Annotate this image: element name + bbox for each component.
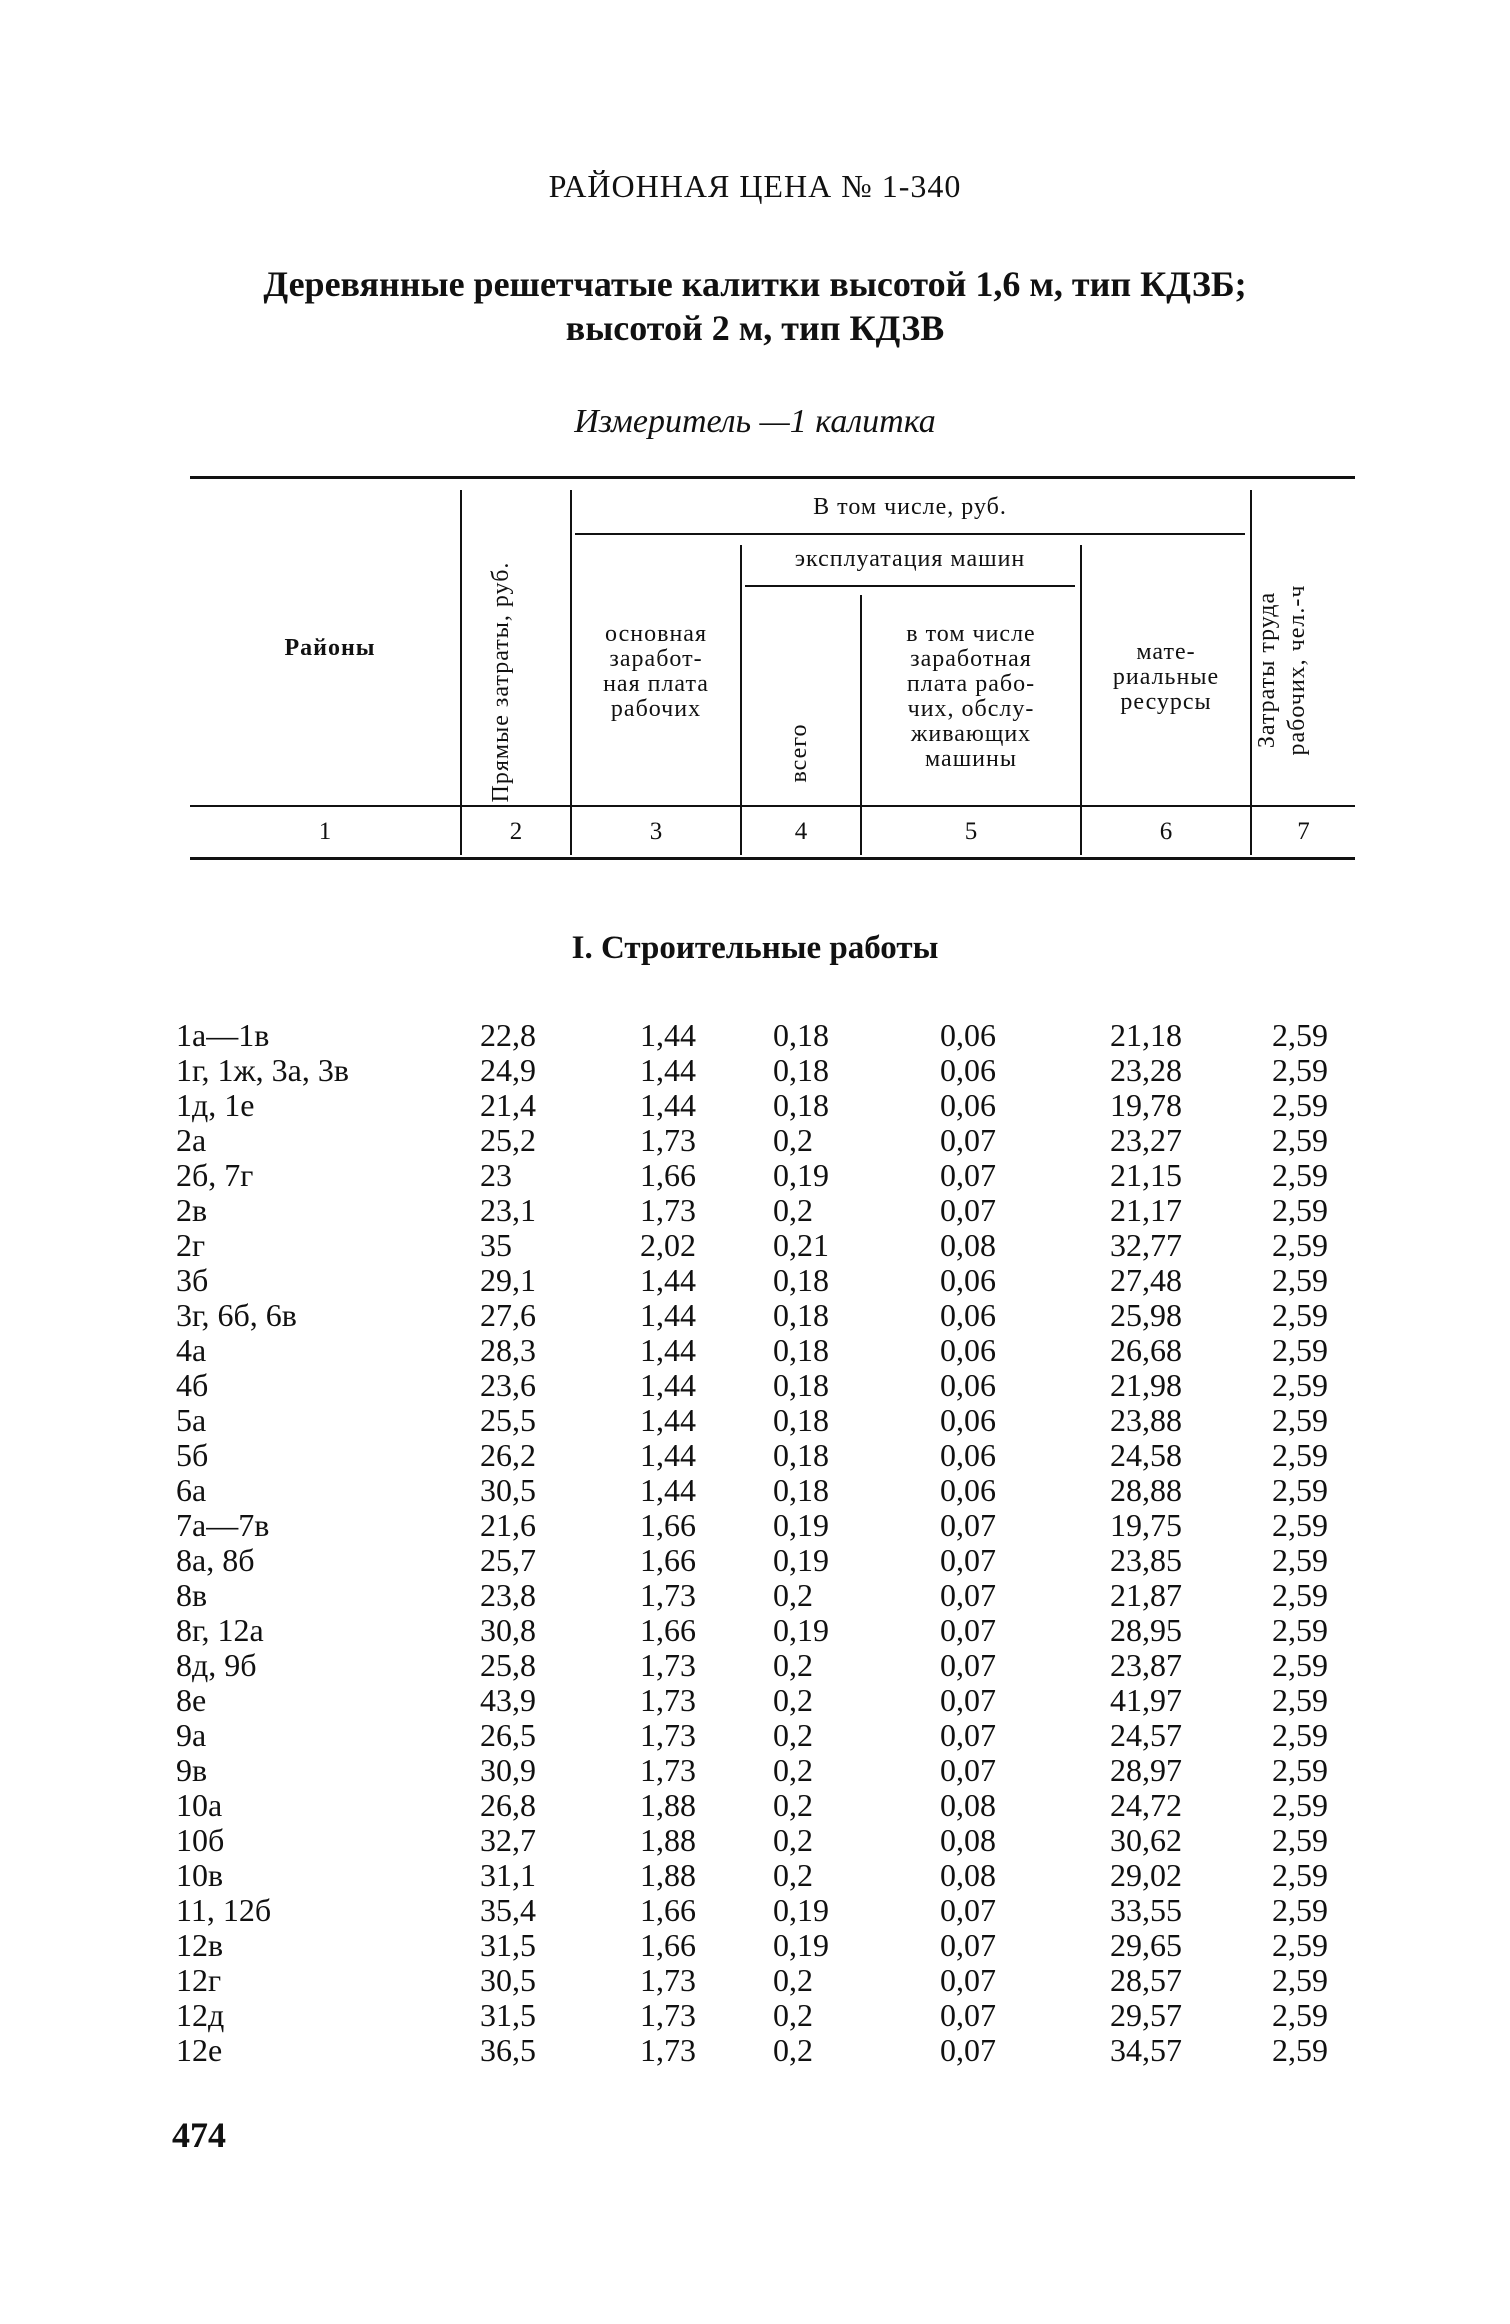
cell-machine-wage: 0,06	[940, 1087, 996, 1123]
cell-machine-wage: 0,06	[940, 1262, 996, 1298]
table-row	[0, 1368, 1510, 1403]
cell-direct-costs: 23,1	[480, 1192, 536, 1228]
cell-base-wage: 1,44	[640, 1017, 696, 1053]
page-number: 474	[172, 2115, 226, 2155]
cell-base-wage: 1,73	[640, 1962, 696, 1998]
cell-machine-total: 0,2	[773, 1192, 813, 1228]
header-regions: Районы	[284, 635, 376, 661]
cell-region: 4б	[176, 1367, 209, 1403]
cell-region: 2в	[176, 1192, 208, 1228]
cell-machine-total: 0,18	[773, 1297, 829, 1333]
document-title	[0, 262, 1510, 350]
header-total: всего	[786, 723, 812, 783]
cell-materials: 28,95	[1110, 1612, 1182, 1648]
cell-materials: 21,18	[1110, 1017, 1182, 1053]
cell-machine-total: 0,2	[773, 1717, 813, 1753]
cell-labor: 2,59	[1272, 1997, 1328, 2033]
cell-materials: 23,27	[1110, 1122, 1182, 1158]
cell-region: 5а	[176, 1402, 207, 1438]
col-number-1: 1	[318, 818, 332, 845]
header-materials-line: риальные	[1112, 664, 1220, 690]
cell-direct-costs: 25,5	[480, 1402, 536, 1438]
cell-base-wage: 1,44	[640, 1087, 696, 1123]
cell-machine-wage: 0,08	[940, 1787, 996, 1823]
cell-base-wage: 1,73	[640, 1122, 696, 1158]
cell-materials: 33,55	[1110, 1892, 1182, 1928]
cell-region: 12г	[176, 1962, 222, 1998]
header-incl-wage-line: заработная	[910, 646, 1032, 672]
cell-materials: 21,87	[1110, 1577, 1182, 1613]
cell-base-wage: 1,73	[640, 1682, 696, 1718]
title-line-2: высотой 2 м, тип КДЗВ	[565, 308, 945, 348]
cell-direct-costs: 22,8	[480, 1017, 536, 1053]
cell-region: 2б, 7г	[176, 1157, 254, 1193]
cell-labor: 2,59	[1272, 1087, 1328, 1123]
cell-machine-wage: 0,07	[940, 1962, 996, 1998]
cell-materials: 23,28	[1110, 1052, 1182, 1088]
cell-materials: 28,97	[1110, 1752, 1182, 1788]
cell-labor: 2,59	[1272, 1647, 1328, 1683]
cell-direct-costs: 26,2	[480, 1437, 536, 1473]
cell-materials: 21,98	[1110, 1367, 1182, 1403]
cell-base-wage: 1,66	[640, 1927, 696, 1963]
cell-direct-costs: 26,8	[480, 1787, 536, 1823]
table-row	[0, 1053, 1510, 1088]
cell-labor: 2,59	[1272, 1927, 1328, 1963]
cell-region: 3б	[176, 1262, 209, 1298]
cell-labor: 2,59	[1272, 1192, 1328, 1228]
cell-machine-wage: 0,08	[940, 1857, 996, 1893]
cell-machine-wage: 0,06	[940, 1332, 996, 1368]
cell-direct-costs: 23,8	[480, 1577, 536, 1613]
cell-machine-wage: 0,07	[940, 2032, 996, 2068]
table-row	[0, 1018, 1510, 1053]
cell-base-wage: 1,73	[640, 1647, 696, 1683]
header-incl-wage-line: в том числе	[906, 621, 1036, 647]
cell-materials: 21,15	[1110, 1157, 1182, 1193]
cell-machine-total: 0,19	[773, 1612, 829, 1648]
cell-direct-costs: 27,6	[480, 1297, 536, 1333]
cell-materials: 28,57	[1110, 1962, 1182, 1998]
col-number-7: 7	[1297, 818, 1310, 845]
cell-base-wage: 1,73	[640, 1192, 696, 1228]
cell-base-wage: 1,88	[640, 1822, 696, 1858]
cell-materials: 34,57	[1110, 2032, 1182, 2068]
cell-direct-costs: 30,5	[480, 1472, 536, 1508]
cell-labor: 2,59	[1272, 2032, 1328, 2068]
table-row	[0, 1963, 1510, 1998]
including-underline	[575, 533, 1245, 535]
header-top-rule	[190, 476, 1355, 479]
cell-machine-total: 0,18	[773, 1367, 829, 1403]
cell-machine-wage: 0,07	[940, 1682, 996, 1718]
cell-region: 10б	[176, 1822, 225, 1858]
col-number-5: 5	[964, 818, 978, 845]
cell-region: 2г	[176, 1227, 206, 1263]
cell-labor: 2,59	[1272, 1857, 1328, 1893]
cell-machine-wage: 0,08	[940, 1822, 996, 1858]
machine-underline	[745, 585, 1075, 587]
cell-materials: 26,68	[1110, 1332, 1182, 1368]
cell-base-wage: 1,44	[640, 1297, 696, 1333]
cell-labor: 2,59	[1272, 1262, 1328, 1298]
cell-base-wage: 1,73	[640, 1997, 696, 2033]
cell-machine-wage: 0,08	[940, 1227, 996, 1263]
cell-machine-wage: 0,07	[940, 1927, 996, 1963]
cell-region: 6а	[176, 1472, 207, 1508]
cell-region: 8в	[176, 1577, 208, 1613]
header-materials	[1084, 640, 1248, 715]
table-row	[0, 1823, 1510, 1858]
cell-region: 9в	[176, 1752, 208, 1788]
cell-base-wage: 1,44	[640, 1052, 696, 1088]
cell-labor: 2,59	[1272, 1122, 1328, 1158]
col-number-4: 4	[794, 818, 808, 845]
cell-machine-total: 0,2	[773, 2032, 813, 2068]
cell-labor: 2,59	[1272, 1612, 1328, 1648]
section-title: I. Строительные работы	[571, 930, 939, 966]
header-materials-line: мате-	[1136, 639, 1196, 665]
table-row	[0, 1578, 1510, 1613]
cell-machine-total: 0,18	[773, 1262, 829, 1298]
cell-labor: 2,59	[1272, 1472, 1328, 1508]
cell-base-wage: 1,66	[640, 1892, 696, 1928]
header-incl-wage	[864, 622, 1078, 772]
cell-region: 7а—7в	[176, 1507, 270, 1543]
cell-region: 1г, 1ж, 3а, 3в	[176, 1052, 349, 1088]
measure-unit: Измеритель —1 калитка	[574, 403, 936, 440]
cell-materials: 29,57	[1110, 1997, 1182, 2033]
cell-machine-wage: 0,07	[940, 1577, 996, 1613]
cell-machine-total: 0,18	[773, 1087, 829, 1123]
cell-machine-wage: 0,07	[940, 1997, 996, 2033]
cell-direct-costs: 35,4	[480, 1892, 536, 1928]
header-incl-wage-line: живающих	[910, 721, 1032, 747]
col-divider-5	[1080, 545, 1082, 855]
cell-region: 10в	[176, 1857, 224, 1893]
cell-region: 5б	[176, 1437, 209, 1473]
table-row	[0, 1263, 1510, 1298]
cell-materials: 30,62	[1110, 1822, 1182, 1858]
col-divider-3	[740, 545, 742, 855]
cell-base-wage: 1,66	[640, 1612, 696, 1648]
table-row	[0, 1718, 1510, 1753]
cell-region: 9а	[176, 1717, 207, 1753]
cell-materials: 28,88	[1110, 1472, 1182, 1508]
cell-machine-wage: 0,06	[940, 1402, 996, 1438]
cell-region: 12д	[176, 1997, 225, 2033]
table-row	[0, 1998, 1510, 2033]
cell-machine-wage: 0,07	[940, 1892, 996, 1928]
cell-machine-wage: 0,06	[940, 1297, 996, 1333]
cell-machine-wage: 0,07	[940, 1752, 996, 1788]
cell-labor: 2,59	[1272, 1752, 1328, 1788]
cell-direct-costs: 25,8	[480, 1647, 536, 1683]
cell-materials: 29,02	[1110, 1857, 1182, 1893]
table-row	[0, 1333, 1510, 1368]
header-incl-wage-line: чих, обслу-	[907, 696, 1035, 722]
cell-machine-total: 0,19	[773, 1507, 829, 1543]
cell-base-wage: 1,88	[640, 1857, 696, 1893]
cell-machine-wage: 0,07	[940, 1542, 996, 1578]
table-row	[0, 1438, 1510, 1473]
header-base-wage-line: ная плата	[603, 671, 709, 697]
cell-machine-total: 0,2	[773, 1997, 813, 2033]
cell-base-wage: 1,44	[640, 1402, 696, 1438]
table-row	[0, 1403, 1510, 1438]
cell-labor: 2,59	[1272, 1332, 1328, 1368]
cell-region: 8а, 8б	[176, 1542, 255, 1578]
title-line-1: Деревянные решетчатые калитки высотой 1,6 м, тип КДЗБ;	[263, 264, 1247, 304]
cell-direct-costs: 29,1	[480, 1262, 536, 1298]
cell-base-wage: 1,66	[640, 1542, 696, 1578]
header-base-wage-line: рабочих	[610, 696, 702, 722]
cell-machine-total: 0,2	[773, 1857, 813, 1893]
col-number-2: 2	[509, 818, 523, 845]
cell-machine-total: 0,19	[773, 1157, 829, 1193]
cell-materials: 19,78	[1110, 1087, 1182, 1123]
cell-machine-wage: 0,07	[940, 1612, 996, 1648]
cell-labor: 2,59	[1272, 1892, 1328, 1928]
cell-region: 4а	[176, 1332, 207, 1368]
cell-region: 8д, 9б	[176, 1647, 257, 1683]
cell-direct-costs: 43,9	[480, 1682, 536, 1718]
cell-region: 10а	[176, 1787, 223, 1823]
cell-labor: 2,59	[1272, 1402, 1328, 1438]
cell-labor: 2,59	[1272, 1227, 1328, 1263]
cell-direct-costs: 23,6	[480, 1367, 536, 1403]
cell-direct-costs: 31,5	[480, 1997, 536, 2033]
cell-machine-wage: 0,06	[940, 1017, 996, 1053]
cell-machine-total: 0,2	[773, 1647, 813, 1683]
cell-machine-total: 0,2	[773, 1962, 813, 1998]
cell-labor: 2,59	[1272, 1017, 1328, 1053]
cell-base-wage: 2,02	[640, 1227, 696, 1263]
cell-materials: 25,98	[1110, 1297, 1182, 1333]
cell-direct-costs: 28,3	[480, 1332, 536, 1368]
cell-machine-wage: 0,07	[940, 1157, 996, 1193]
cell-direct-costs: 21,6	[480, 1507, 536, 1543]
table-row	[0, 1158, 1510, 1193]
cell-machine-wage: 0,07	[940, 1122, 996, 1158]
cell-machine-total: 0,2	[773, 1752, 813, 1788]
cell-machine-total: 0,2	[773, 1122, 813, 1158]
cell-materials: 24,57	[1110, 1717, 1182, 1753]
col-number-6: 6	[1159, 818, 1173, 845]
cell-labor: 2,59	[1272, 1297, 1328, 1333]
header-base-wage-line: основная	[605, 621, 707, 647]
col-divider-2	[570, 490, 572, 855]
cell-direct-costs: 21,4	[480, 1087, 536, 1123]
cell-materials: 27,48	[1110, 1262, 1182, 1298]
cell-base-wage: 1,73	[640, 1577, 696, 1613]
colnum-bottom-rule	[190, 857, 1355, 860]
header-labor: Затраты труда рабочих, чел.-ч	[1254, 584, 1310, 756]
cell-materials: 24,72	[1110, 1787, 1182, 1823]
cell-machine-total: 0,19	[773, 1542, 829, 1578]
cell-labor: 2,59	[1272, 1717, 1328, 1753]
table-row	[0, 1088, 1510, 1123]
header-incl-wage-line: машины	[925, 746, 1017, 772]
cell-materials: 32,77	[1110, 1227, 1182, 1263]
cell-labor: 2,59	[1272, 1962, 1328, 1998]
table-row	[0, 1753, 1510, 1788]
cell-machine-wage: 0,06	[940, 1052, 996, 1088]
cell-region: 8г, 12а	[176, 1612, 264, 1648]
cell-direct-costs: 36,5	[480, 2032, 536, 2068]
cell-region: 1д, 1е	[176, 1087, 255, 1123]
cell-machine-total: 0,18	[773, 1437, 829, 1473]
cell-region: 1а—1в	[176, 1017, 270, 1053]
cell-region: 11, 12б	[176, 1892, 272, 1928]
cell-machine-total: 0,2	[773, 1682, 813, 1718]
cell-base-wage: 1,44	[640, 1472, 696, 1508]
cell-direct-costs: 35	[480, 1227, 512, 1263]
cell-machine-total: 0,21	[773, 1227, 829, 1263]
cell-materials: 23,85	[1110, 1542, 1182, 1578]
cell-machine-total: 0,18	[773, 1017, 829, 1053]
cell-direct-costs: 26,5	[480, 1717, 536, 1753]
cell-machine-total: 0,2	[773, 1577, 813, 1613]
cell-direct-costs: 30,8	[480, 1612, 536, 1648]
cell-materials: 29,65	[1110, 1927, 1182, 1963]
cell-labor: 2,59	[1272, 1787, 1328, 1823]
cell-materials: 19,75	[1110, 1507, 1182, 1543]
cell-machine-wage: 0,07	[940, 1192, 996, 1228]
cell-materials: 24,58	[1110, 1437, 1182, 1473]
cell-base-wage: 1,44	[640, 1367, 696, 1403]
table-row	[0, 1928, 1510, 1963]
price-heading: РАЙОННАЯ ЦЕНА № 1-340	[548, 168, 962, 204]
cell-machine-total: 0,18	[773, 1332, 829, 1368]
cell-base-wage: 1,44	[640, 1437, 696, 1473]
cell-labor: 2,59	[1272, 1682, 1328, 1718]
header-bottom-rule	[190, 805, 1355, 807]
cell-direct-costs: 23	[480, 1157, 512, 1193]
cell-machine-total: 0,18	[773, 1052, 829, 1088]
table-row	[0, 1543, 1510, 1578]
header-base-wage-line: заработ-	[609, 646, 703, 672]
table-row	[0, 2033, 1510, 2068]
col-divider-4	[860, 595, 862, 855]
header-direct-costs: Прямые затраты, руб.	[488, 561, 514, 803]
cell-base-wage: 1,44	[640, 1332, 696, 1368]
cell-machine-wage: 0,06	[940, 1437, 996, 1473]
header-including: В том числе, руб.	[813, 494, 1007, 520]
table-row	[0, 1648, 1510, 1683]
table-row	[0, 1788, 1510, 1823]
cell-materials: 41,97	[1110, 1682, 1182, 1718]
table-row	[0, 1228, 1510, 1263]
cell-labor: 2,59	[1272, 1157, 1328, 1193]
cell-labor: 2,59	[1272, 1367, 1328, 1403]
cell-labor: 2,59	[1272, 1437, 1328, 1473]
cell-direct-costs: 31,1	[480, 1857, 536, 1893]
table-row	[0, 1123, 1510, 1158]
cell-machine-wage: 0,06	[940, 1472, 996, 1508]
table-row	[0, 1893, 1510, 1928]
cell-region: 3г, 6б, 6в	[176, 1297, 297, 1333]
cell-base-wage: 1,44	[640, 1262, 696, 1298]
cell-direct-costs: 32,7	[480, 1822, 536, 1858]
cell-region: 8е	[176, 1682, 207, 1718]
cell-machine-total: 0,2	[773, 1787, 813, 1823]
table-row	[0, 1193, 1510, 1228]
cell-labor: 2,59	[1272, 1577, 1328, 1613]
cell-direct-costs: 31,5	[480, 1927, 536, 1963]
header-incl-wage-line: плата рабо-	[906, 671, 1036, 697]
cell-materials: 21,17	[1110, 1192, 1182, 1228]
cell-direct-costs: 25,2	[480, 1122, 536, 1158]
cell-base-wage: 1,66	[640, 1157, 696, 1193]
cell-base-wage: 1,88	[640, 1787, 696, 1823]
cell-base-wage: 1,73	[640, 1717, 696, 1753]
col-number-3: 3	[649, 818, 663, 845]
cell-machine-wage: 0,07	[940, 1507, 996, 1543]
table-row	[0, 1858, 1510, 1893]
header-base-wage	[575, 622, 737, 722]
cell-machine-total: 0,19	[773, 1927, 829, 1963]
cell-base-wage: 1,73	[640, 1752, 696, 1788]
cell-direct-costs: 25,7	[480, 1542, 536, 1578]
cell-machine-total: 0,18	[773, 1472, 829, 1508]
cell-base-wage: 1,66	[640, 1507, 696, 1543]
cell-labor: 2,59	[1272, 1542, 1328, 1578]
cell-machine-wage: 0,07	[940, 1717, 996, 1753]
cell-machine-wage: 0,07	[940, 1647, 996, 1683]
cell-region: 12в	[176, 1927, 224, 1963]
cell-machine-total: 0,2	[773, 1822, 813, 1858]
cell-materials: 23,88	[1110, 1402, 1182, 1438]
cell-region: 12е	[176, 2032, 223, 2068]
cell-materials: 23,87	[1110, 1647, 1182, 1683]
cell-region: 2а	[176, 1122, 207, 1158]
cell-machine-total: 0,19	[773, 1892, 829, 1928]
cell-machine-total: 0,18	[773, 1402, 829, 1438]
cell-labor: 2,59	[1272, 1052, 1328, 1088]
table-row	[0, 1683, 1510, 1718]
cell-direct-costs: 24,9	[480, 1052, 536, 1088]
table-row	[0, 1613, 1510, 1648]
cell-labor: 2,59	[1272, 1507, 1328, 1543]
table-row	[0, 1298, 1510, 1333]
header-machine-operation: эксплуатация машин	[794, 546, 1026, 572]
header-materials-line: ресурсы	[1120, 689, 1212, 715]
cell-labor: 2,59	[1272, 1822, 1328, 1858]
col-divider-1	[460, 490, 462, 855]
cell-base-wage: 1,73	[640, 2032, 696, 2068]
cell-direct-costs: 30,9	[480, 1752, 536, 1788]
cell-machine-wage: 0,06	[940, 1367, 996, 1403]
cell-direct-costs: 30,5	[480, 1962, 536, 1998]
table-row	[0, 1473, 1510, 1508]
table-row	[0, 1508, 1510, 1543]
